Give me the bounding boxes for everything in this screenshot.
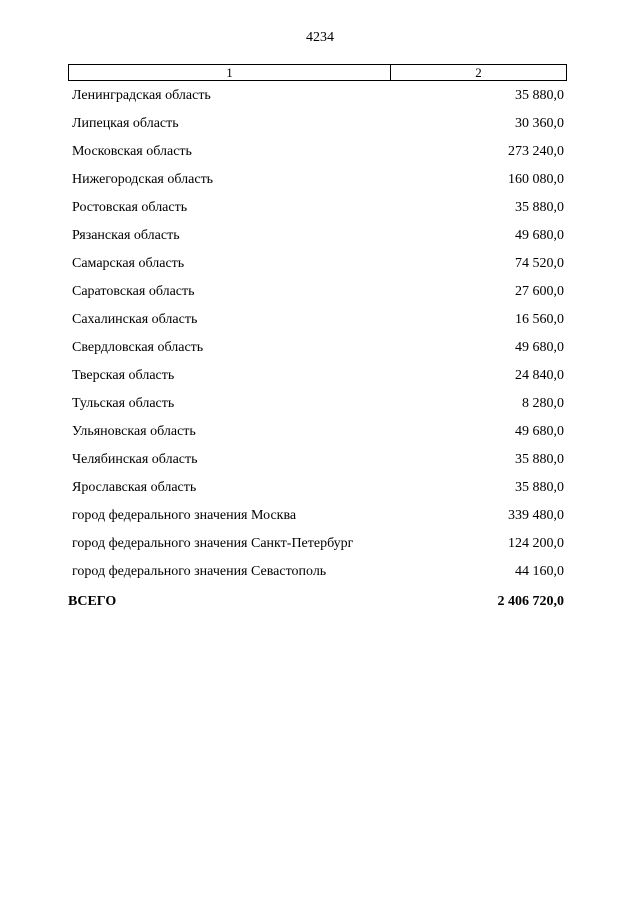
region-value: 30 360,0 <box>515 116 564 131</box>
region-name: Нижегородская область <box>72 172 214 187</box>
region-value: 16 560,0 <box>515 312 564 327</box>
region-value: 49 680,0 <box>515 228 564 243</box>
region-value: 35 880,0 <box>515 200 564 215</box>
table-row <box>72 394 564 422</box>
table-row <box>72 562 564 590</box>
region-name: Липецкая область <box>72 116 179 131</box>
column-header-1: 1 <box>69 65 391 80</box>
region-name: Рязанская область <box>72 228 180 243</box>
region-value: 49 680,0 <box>515 340 564 355</box>
region-name: Тульская область <box>72 396 175 411</box>
region-name: Тверская область <box>72 368 175 383</box>
region-value: 124 200,0 <box>508 536 564 551</box>
region-name: Сахалинская область <box>72 312 198 327</box>
region-name: город федерального значения Севастополь <box>72 564 327 579</box>
table-row <box>72 226 564 254</box>
region-value: 339 480,0 <box>508 508 564 523</box>
region-value: 49 680,0 <box>515 424 564 439</box>
table-row <box>72 506 564 534</box>
region-name: Самарская область <box>72 256 185 271</box>
region-name: Ростовская область <box>72 200 188 215</box>
region-name: город федерального значения Санкт-Петербург <box>72 536 354 551</box>
region-name: Саратовская область <box>72 284 195 299</box>
region-name: город федерального значения Москва <box>72 508 297 523</box>
total-value: 2 406 720,0 <box>497 594 564 609</box>
total-label: ВСЕГО <box>68 594 117 609</box>
region-value: 160 080,0 <box>508 172 564 187</box>
region-name: Ульяновская область <box>72 424 196 439</box>
region-name: Челябинская область <box>72 452 198 467</box>
table-row <box>72 338 564 366</box>
region-value: 24 840,0 <box>515 368 564 383</box>
page-number: 4234 <box>306 30 334 45</box>
table-row <box>72 534 564 562</box>
region-name: Ярославская область <box>72 480 197 495</box>
table-header <box>68 64 567 81</box>
region-value: 44 160,0 <box>515 564 564 579</box>
region-value: 35 880,0 <box>515 480 564 495</box>
table-row <box>72 450 564 478</box>
table-row <box>72 114 564 142</box>
table-row <box>72 86 564 114</box>
total-row <box>68 592 564 612</box>
table-row <box>72 422 564 450</box>
table-row <box>72 478 564 506</box>
region-name: Московская область <box>72 144 192 159</box>
region-value: 8 280,0 <box>522 396 564 411</box>
table-row <box>72 198 564 226</box>
column-header-2: 2 <box>475 65 482 80</box>
region-value: 35 880,0 <box>515 88 564 103</box>
table-row <box>72 254 564 282</box>
table-row <box>72 282 564 310</box>
table-row <box>72 142 564 170</box>
table-row <box>72 170 564 198</box>
region-value: 273 240,0 <box>508 144 564 159</box>
region-value: 27 600,0 <box>515 284 564 299</box>
region-value: 74 520,0 <box>515 256 564 271</box>
region-value: 35 880,0 <box>515 452 564 467</box>
region-name: Ленинградская область <box>72 88 211 103</box>
table-row <box>72 310 564 338</box>
table-row <box>72 366 564 394</box>
region-name: Свердловская область <box>72 340 204 355</box>
table-body <box>72 86 564 590</box>
